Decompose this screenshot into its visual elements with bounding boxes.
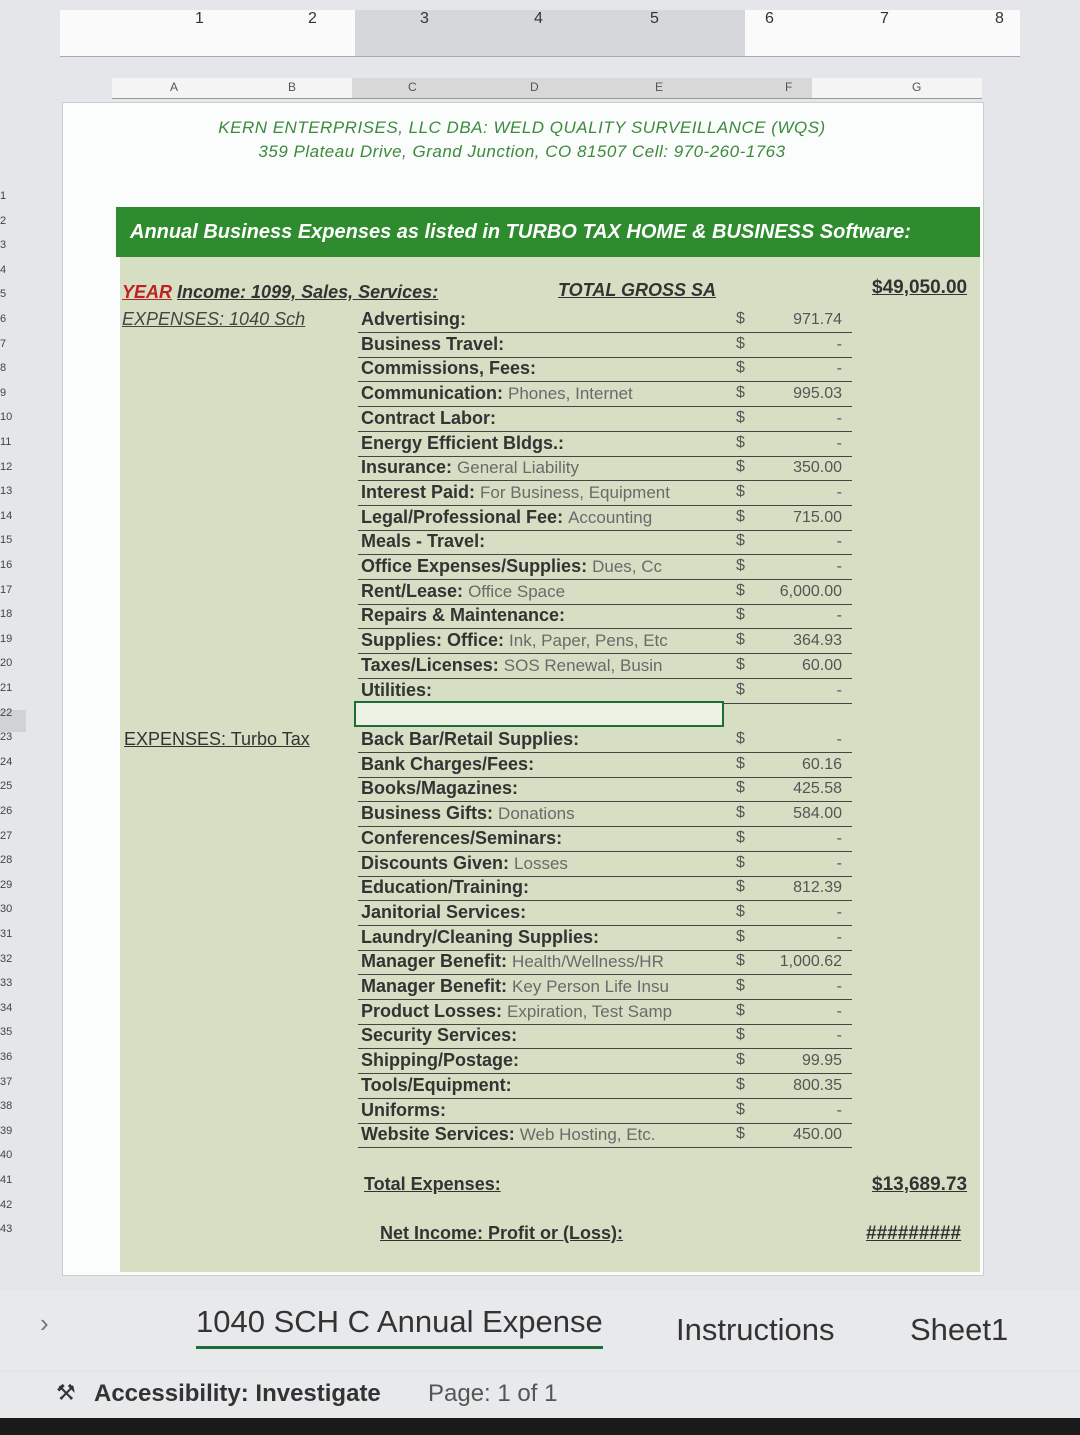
row-number[interactable]: 27 <box>0 829 13 842</box>
currency-symbol: $ <box>736 606 745 624</box>
expense-amount[interactable]: - <box>836 681 842 699</box>
currency-symbol: $ <box>736 433 745 451</box>
column-selection <box>352 78 812 98</box>
row-number[interactable]: 38 <box>0 1100 13 1113</box>
expense-amount[interactable]: 800.35 <box>793 1076 842 1094</box>
expense-amount[interactable]: 6,000.00 <box>779 582 842 600</box>
ruler-selection <box>355 10 745 56</box>
expense-row[interactable] <box>358 580 852 605</box>
expense-note: Key Person Life Insu <box>512 977 669 996</box>
expense-note: Office Space <box>468 581 566 601</box>
row-number[interactable]: 34 <box>0 1001 13 1014</box>
ruler-tick: 3 <box>420 10 429 27</box>
expense-amount[interactable]: 425.58 <box>793 780 842 798</box>
expense-label-cell <box>361 581 731 602</box>
expense-note: SOS Renewal, Busin <box>503 655 663 675</box>
expense-category: Supplies: Office: <box>361 630 505 651</box>
row-number[interactable]: 39 <box>0 1124 13 1137</box>
expense-label-cell <box>361 902 731 923</box>
row-number[interactable]: 1 <box>0 190 7 202</box>
expense-label-cell <box>361 358 731 379</box>
section1-label[interactable]: EXPENSES: 1040 Sch <box>122 309 306 329</box>
expense-amount[interactable]: - <box>836 1002 842 1020</box>
column-headers <box>112 78 982 99</box>
status-bar <box>0 1372 1080 1418</box>
expense-row[interactable] <box>358 357 852 382</box>
expense-note: Health/Wellness/HR <box>512 952 664 972</box>
expense-category: Bank Charges/Fees: <box>361 753 535 774</box>
row-number[interactable]: 10 <box>0 411 13 424</box>
income-label: Income: 1099, Sales, Services: <box>177 282 439 302</box>
row-number[interactable]: 6 <box>0 313 7 325</box>
expense-row[interactable] <box>358 1024 852 1049</box>
expense-category: Office Expenses/Supplies: <box>361 556 588 576</box>
expense-category: Advertising: <box>361 309 467 329</box>
expense-category: Commissions, Fees: <box>361 358 537 379</box>
expense-row[interactable] <box>358 654 852 679</box>
currency-symbol: $ <box>736 482 745 500</box>
expense-row[interactable] <box>358 975 852 1000</box>
currency-symbol: $ <box>736 655 745 673</box>
expense-category: Back Bar/Retail Supplies: <box>361 729 580 749</box>
expense-label-cell <box>361 655 731 676</box>
expense-amount[interactable]: 812.39 <box>793 879 842 897</box>
expense-row[interactable] <box>358 901 852 926</box>
tab-instructions[interactable]: Instructions <box>676 1312 835 1347</box>
expense-label-cell <box>361 853 731 874</box>
expense-label-cell <box>361 1075 731 1096</box>
expense-category: Discounts Given: <box>361 852 510 873</box>
accessibility-icon[interactable]: ⚒ <box>56 1380 76 1405</box>
expense-row[interactable] <box>358 753 852 778</box>
expense-category: Shipping/Postage: <box>361 1050 520 1071</box>
expense-note: Dues, Cc <box>592 557 663 576</box>
currency-symbol: $ <box>736 754 745 772</box>
row-number[interactable]: 21 <box>0 682 13 694</box>
currency-symbol: $ <box>736 1026 745 1044</box>
expense-category: Insurance: <box>361 457 453 478</box>
row-number[interactable]: 11 <box>0 436 12 448</box>
expense-label-cell <box>361 976 731 997</box>
expense-row[interactable] <box>358 555 852 580</box>
currency-symbol: $ <box>736 1001 745 1019</box>
currency-symbol: $ <box>736 828 745 846</box>
column-header-c[interactable]: C <box>408 80 417 94</box>
accessibility-status[interactable]: Accessibility: Investigate <box>94 1380 381 1407</box>
expense-row[interactable] <box>358 333 852 358</box>
expense-row[interactable] <box>358 950 852 975</box>
expense-label-cell <box>361 1050 731 1071</box>
expense-note: General Liability <box>457 458 579 478</box>
taskbar-edge <box>0 1418 1080 1435</box>
currency-symbol: $ <box>736 902 745 920</box>
currency-symbol: $ <box>736 384 745 402</box>
row-number[interactable]: 20 <box>0 657 13 670</box>
expense-category: Taxes/Licenses: <box>361 654 499 675</box>
expense-note: For Business, Equipment <box>480 482 670 502</box>
expense-label-cell <box>361 951 731 972</box>
expense-row[interactable] <box>358 802 852 827</box>
expense-note: Accounting <box>568 507 653 527</box>
expense-row[interactable] <box>358 506 852 531</box>
row-number[interactable]: 13 <box>0 485 13 498</box>
row-number[interactable]: 14 <box>0 509 13 522</box>
currency-symbol: $ <box>736 680 745 698</box>
expense-category: Business Gifts: <box>361 803 494 824</box>
row-number[interactable]: 24 <box>0 755 13 768</box>
expense-amount[interactable]: - <box>836 978 842 995</box>
expense-row[interactable] <box>358 926 852 951</box>
expense-category: Uniforms: <box>361 1099 446 1120</box>
column-header-f[interactable]: F <box>785 80 793 94</box>
expense-category: Security Services: <box>361 1025 518 1046</box>
expense-category: Meals - Travel: <box>361 531 486 552</box>
expense-row[interactable] <box>358 852 852 877</box>
expense-label-cell <box>361 605 731 626</box>
expense-amount[interactable]: - <box>836 360 842 378</box>
currency-symbol: $ <box>736 1125 745 1143</box>
expense-row[interactable] <box>358 777 852 802</box>
net-income-value[interactable]: ######### <box>866 1223 962 1244</box>
expense-label-cell <box>361 531 731 552</box>
expense-label-cell <box>361 927 731 948</box>
row-number[interactable]: 12 <box>0 460 13 473</box>
expense-label-cell <box>361 729 731 750</box>
currency-symbol: $ <box>736 507 745 525</box>
expense-amount[interactable]: - <box>836 409 842 427</box>
expense-note: Expiration, Test Samp <box>507 1001 673 1021</box>
currency-symbol: $ <box>736 557 745 574</box>
expense-row[interactable] <box>358 407 852 432</box>
horizontal-ruler <box>60 10 1020 57</box>
expense-row[interactable] <box>358 308 852 333</box>
expense-row[interactable] <box>358 604 852 629</box>
currency-symbol: $ <box>736 878 745 896</box>
expense-category: Legal/Professional Fee: <box>361 506 564 527</box>
currency-symbol: $ <box>736 1051 745 1069</box>
column-header-d[interactable]: D <box>530 80 539 94</box>
expense-amount[interactable]: - <box>836 928 842 946</box>
ruler-tick: 2 <box>308 10 317 27</box>
currency-symbol: $ <box>736 1100 745 1118</box>
income-row[interactable] <box>122 282 438 303</box>
expense-label-cell <box>361 754 731 775</box>
expense-amount[interactable]: 350.00 <box>793 459 842 477</box>
row-number[interactable]: 22 <box>0 706 13 719</box>
total-gross-label[interactable]: TOTAL GROSS SA <box>558 280 717 300</box>
expense-amount[interactable]: - <box>836 854 842 872</box>
expense-category: Communication: <box>361 383 503 404</box>
expense-label-cell <box>361 803 731 824</box>
total-expenses-value[interactable]: $13,689.73 <box>872 1174 968 1195</box>
row-number[interactable]: 8 <box>0 362 7 375</box>
expense-amount[interactable]: - <box>836 483 842 501</box>
expense-amount[interactable]: - <box>836 558 842 575</box>
expense-label-cell <box>361 877 731 898</box>
currency-symbol: $ <box>736 927 745 945</box>
row-number[interactable]: 9 <box>0 386 7 399</box>
sheet-tabs <box>0 1290 1080 1370</box>
expense-category: Interest Paid: <box>361 481 476 502</box>
row-number[interactable]: 23 <box>0 731 13 744</box>
expense-row[interactable] <box>358 481 852 506</box>
expense-row[interactable] <box>358 876 852 901</box>
row-number[interactable]: 41 <box>0 1174 13 1186</box>
currency-symbol: $ <box>736 952 745 970</box>
company-address: 359 Plateau Drive, Grand Junction, CO 81507 Cell: 970-260-1763 <box>258 142 786 161</box>
expense-label-cell <box>361 630 731 651</box>
expense-amount[interactable]: - <box>836 335 842 353</box>
row-number[interactable]: 15 <box>0 534 13 547</box>
row-number[interactable]: 4 <box>0 263 7 276</box>
column-header-a[interactable]: A <box>170 80 179 94</box>
currency-symbol: $ <box>736 779 745 797</box>
expense-amount[interactable]: 971.74 <box>793 311 842 328</box>
expense-label-cell <box>361 383 731 404</box>
expense-category: Janitorial Services: <box>361 901 527 922</box>
expense-label-cell <box>361 457 731 478</box>
row-number[interactable]: 37 <box>0 1075 13 1088</box>
expense-category: Conferences/Seminars: <box>361 827 563 848</box>
expense-row[interactable] <box>358 432 852 457</box>
expense-category: Manager Benefit: <box>361 976 508 996</box>
ruler-tick: 1 <box>195 10 204 27</box>
expense-label-cell <box>361 828 731 849</box>
expense-amount[interactable]: 60.00 <box>801 656 842 674</box>
expense-category: Repairs & Maintenance: <box>361 605 566 626</box>
expense-amount[interactable]: 450.00 <box>793 1126 842 1144</box>
expense-row[interactable] <box>358 827 852 852</box>
expense-row[interactable] <box>358 1099 852 1124</box>
ruler-tick: 7 <box>880 10 889 27</box>
expense-row[interactable] <box>358 530 852 555</box>
row-number[interactable]: 18 <box>0 608 13 621</box>
expense-category: Product Losses: <box>361 1000 503 1021</box>
expense-label-cell <box>361 556 731 577</box>
tab-sheet1[interactable]: Sheet1 <box>910 1312 1009 1347</box>
column-header-e[interactable]: E <box>655 80 664 94</box>
row-number[interactable]: 32 <box>0 952 13 965</box>
total-expenses-label[interactable]: Total Expenses: <box>364 1174 501 1194</box>
expense-row[interactable] <box>358 1000 852 1025</box>
expense-note: Phones, Internet <box>508 384 633 404</box>
ruler-tick: 5 <box>650 10 659 27</box>
row-number[interactable]: 25 <box>0 780 13 793</box>
currency-symbol: $ <box>736 730 745 747</box>
expense-category: Contract Labor: <box>361 407 496 428</box>
currency-symbol: $ <box>736 310 745 327</box>
currency-symbol: $ <box>736 359 745 377</box>
expense-amount[interactable]: - <box>836 829 842 847</box>
expense-label-cell <box>361 1100 731 1121</box>
expense-category: Manager Benefit: <box>361 951 508 972</box>
row-number[interactable]: 28 <box>0 854 13 867</box>
expense-label-cell <box>361 334 731 355</box>
expense-row[interactable] <box>358 1123 852 1148</box>
row-number[interactable]: 33 <box>0 977 13 990</box>
currency-symbol: $ <box>736 1075 745 1093</box>
row-number[interactable]: 31 <box>0 928 13 940</box>
currency-symbol: $ <box>736 853 745 871</box>
expense-category: Energy Efficient Bldgs.: <box>361 432 565 453</box>
expense-category: Books/Magazines: <box>361 778 519 799</box>
ruler-tick: 8 <box>995 10 1004 27</box>
row-number[interactable]: 5 <box>0 288 7 301</box>
expense-row[interactable] <box>358 629 852 654</box>
expense-row[interactable] <box>358 679 852 704</box>
expense-amount[interactable]: 364.93 <box>793 632 842 650</box>
currency-symbol: $ <box>736 458 745 476</box>
expense-label-cell <box>361 408 731 429</box>
year-label: YEAR <box>122 282 173 302</box>
expense-label-cell <box>361 1025 731 1046</box>
net-income-label[interactable]: Net Income: Profit or (Loss): <box>380 1223 624 1243</box>
expense-amount[interactable]: - <box>836 434 842 452</box>
tab-1040-sch-c[interactable]: 1040 SCH C Annual Expense <box>196 1304 603 1349</box>
ruler-tick: 6 <box>765 10 774 27</box>
expense-amount[interactable]: - <box>836 607 842 625</box>
row-number[interactable]: 16 <box>0 559 13 571</box>
expense-category: Business Travel: <box>361 333 505 354</box>
column-header-g[interactable]: G <box>912 80 922 94</box>
expense-amount[interactable]: - <box>836 533 842 551</box>
expense-label-cell <box>361 680 731 701</box>
row-number[interactable]: 30 <box>0 903 13 916</box>
row-number[interactable]: 35 <box>0 1026 13 1039</box>
expense-label-cell <box>361 482 731 503</box>
total-gross-value[interactable]: $49,050.00 <box>872 277 968 298</box>
row-number[interactable]: 26 <box>0 805 13 817</box>
currency-symbol: $ <box>736 334 745 352</box>
expense-amount[interactable]: 584.00 <box>793 805 842 823</box>
expense-label-cell <box>361 309 731 330</box>
row-number[interactable]: 42 <box>0 1198 13 1211</box>
expense-label-cell <box>361 1001 731 1022</box>
expense-amount[interactable]: - <box>836 903 842 921</box>
expense-note: Donations <box>498 804 575 824</box>
expense-category: Website Services: <box>361 1124 515 1145</box>
expense-row[interactable] <box>358 456 852 481</box>
expense-label-cell <box>361 507 731 528</box>
column-header-b[interactable]: B <box>288 80 297 94</box>
row-number[interactable]: 40 <box>0 1149 13 1162</box>
row-number[interactable]: 3 <box>0 239 7 252</box>
row-number[interactable]: 29 <box>0 878 13 891</box>
currency-symbol: $ <box>736 631 745 649</box>
expense-category: Rent/Lease: <box>361 580 464 601</box>
expense-category: Utilities: <box>361 679 433 700</box>
company-name: KERN ENTERPRISES, LLC DBA: WELD QUALITY SURVEILLANCE (WQS) <box>218 118 826 137</box>
expense-label-cell <box>361 1124 731 1145</box>
currency-symbol: $ <box>736 532 745 550</box>
row-number[interactable]: 17 <box>0 583 13 596</box>
currency-symbol: $ <box>736 977 745 994</box>
section2-label[interactable]: EXPENSES: Turbo Tax <box>124 729 310 749</box>
expense-row[interactable] <box>358 382 852 407</box>
expense-amount[interactable]: 99.95 <box>801 1052 842 1070</box>
expense-amount[interactable]: - <box>836 1101 842 1119</box>
expense-amount[interactable]: 60.16 <box>801 755 842 773</box>
page-indicator: Page: 1 of 1 <box>428 1380 558 1407</box>
row-number[interactable]: 7 <box>0 337 7 350</box>
expense-label-cell <box>361 778 731 799</box>
row-number[interactable]: 19 <box>0 632 13 645</box>
ruler-tick: 4 <box>534 10 543 27</box>
currency-symbol: $ <box>736 408 745 426</box>
expense-row[interactable] <box>358 1074 852 1099</box>
expense-note: Losses <box>514 853 568 873</box>
expense-row[interactable] <box>358 1049 852 1074</box>
expense-category: Education/Training: <box>361 877 530 898</box>
currency-symbol: $ <box>736 581 745 599</box>
chevron-right-icon[interactable]: › <box>40 1308 49 1338</box>
row-number[interactable]: 2 <box>0 214 7 227</box>
expense-category: Laundry/Cleaning Supplies: <box>361 926 600 947</box>
expense-amount[interactable]: 995.03 <box>793 385 842 403</box>
expense-amount[interactable]: - <box>836 731 842 748</box>
expense-category: Tools/Equipment: <box>361 1074 512 1095</box>
currency-symbol: $ <box>736 804 745 822</box>
row-number[interactable]: 43 <box>0 1223 13 1236</box>
expense-amount[interactable]: 715.00 <box>793 508 842 526</box>
banner-title[interactable]: Annual Business Expenses as listed in TURBO TAX HOME & BUSINESS Software: <box>116 207 980 257</box>
expense-note: Ink, Paper, Pens, Etc <box>509 631 668 651</box>
company-header <box>62 118 982 162</box>
expense-amount[interactable]: 1,000.62 <box>779 953 842 971</box>
active-cell[interactable] <box>354 701 724 727</box>
row-number[interactable]: 36 <box>0 1051 13 1063</box>
expense-row[interactable] <box>358 728 852 753</box>
expense-note: Web Hosting, Etc. <box>519 1125 656 1145</box>
expense-amount[interactable]: - <box>836 1027 842 1045</box>
expense-label-cell <box>361 433 731 454</box>
